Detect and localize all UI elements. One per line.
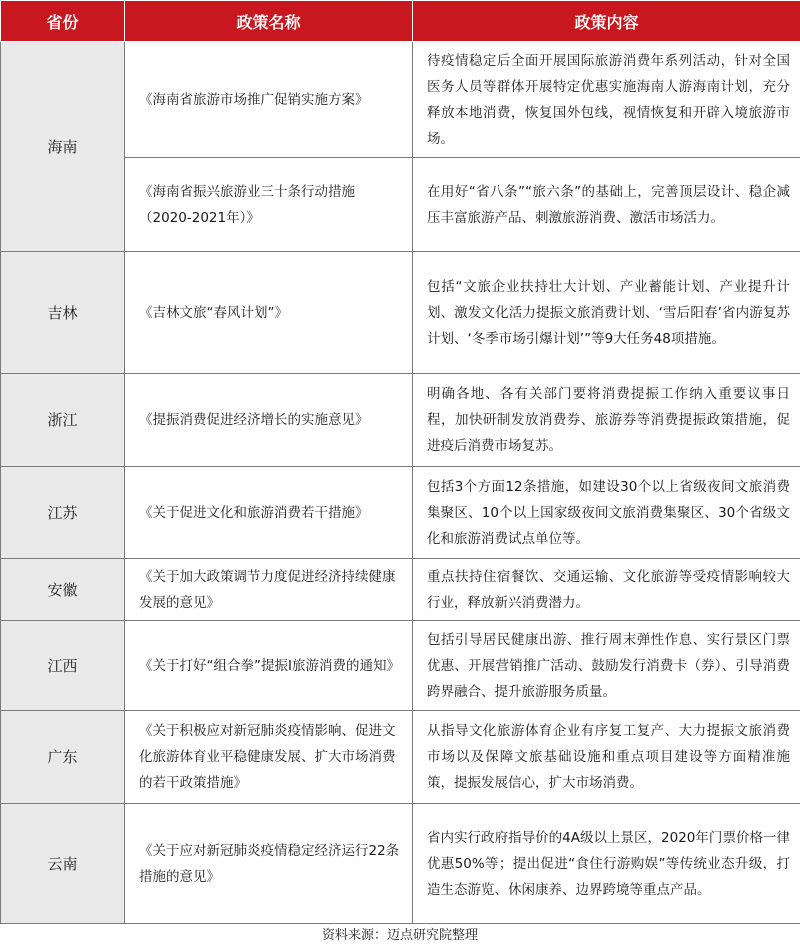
province-cell: 江苏 [1, 467, 125, 559]
table-row [1, 467, 800, 559]
province-cell: 海南 [1, 42, 125, 252]
policy-content-cell: 包括“文旅企业扶持壮大计划、产业蓄能计划、产业提升计划、激发文化活力提振文旅消费计划、‘雪后阳春’省内游复苏计划、‘冬季市场引爆计划’”等9大任务48项措施。 [413, 252, 800, 374]
table-row [1, 711, 800, 804]
policy-name-cell: 《关于促进文化和旅游消费若干措施》 [125, 467, 413, 559]
province-cell: 安徽 [1, 559, 125, 621]
policy-name-cell: 《关于加大政策调节力度促进经济持续健康发展的意见》 [125, 559, 413, 621]
policy-name-cell: 《海南省旅游市场推广促销实施方案》 [125, 42, 413, 158]
policy-name-cell: 《关于应对新冠肺炎疫情稳定经济运行22条措施的意见》 [125, 804, 413, 924]
policy-name-cell: 《吉林文旅“春风计划”》 [125, 252, 413, 374]
table-row [1, 559, 800, 621]
policy-content-cell: 省内实行政府指导价的4A级以上景区，2020年门票价格一律优惠50%等；提出促进“食住行游购娱”等传统业态升级，打造生态游览、休闲康养、边界跨境等重点产品。 [413, 804, 800, 924]
table-row [1, 621, 800, 711]
table-row [1, 42, 800, 158]
table-row [1, 374, 800, 467]
province-cell: 江西 [1, 621, 125, 711]
policy-content-cell: 包括引导居民健康出游、推行周末弹性作息、实行景区门票优惠、开展营销推广活动、鼓励发行消费卡（券）、引导消费跨界融合、提升旅游服务质量。 [413, 621, 800, 711]
source-note: 资料来源：迈点研究院整理 [321, 928, 478, 943]
table-row [1, 252, 800, 374]
policy-content-cell: 待疫情稳定后全面开展国际旅游消费年系列活动，针对全国医务人员等群体开展特定优惠实施海南人游海南计划，充分释放本地消费，恢复国外包线，视情恢复和开辟入境旅游市场。 [413, 42, 800, 158]
policy-content-cell: 在用好“省八条”“旅六条”的基础上，完善顶层设计、稳企减压丰富旅游产品、刺激旅游消费、激活市场活力。 [413, 158, 800, 252]
policy-content-cell: 明确各地、各有关部门要将消费提振工作纳入重要议事日程，加快研制发放消费券、旅游券等消费提振政策措施，促进疫后消费市场复苏。 [413, 374, 800, 467]
table-row [1, 804, 800, 924]
header-policy-content: 政策内容 [413, 1, 800, 42]
policy-name-cell: 《关于积极应对新冠肺炎疫情影响、促进文化旅游体育业平稳健康发展、扩大市场消费的若干政策措施》 [125, 711, 413, 804]
header-policy-name: 政策名称 [125, 1, 413, 42]
header-province: 省份 [1, 1, 125, 42]
province-cell: 广东 [1, 711, 125, 804]
policy-content-cell: 包括3个方面12条措施，如建设30个以上省级夜间文旅消费集聚区、10个以上国家级夜间文旅消费集聚区、30个省级文化和旅游消费试点单位等。 [413, 467, 800, 559]
policy-name-cell: 《海南省振兴旅游业三十条行动措施（2020-2021年）》 [125, 158, 413, 252]
province-cell: 云南 [1, 804, 125, 924]
policy-name-cell: 《提振消费促进经济增长的实施意见》 [125, 374, 413, 467]
policy-content-cell: 重点扶持住宿餐饮、交通运输、文化旅游等受疫情影响较大行业，释放新兴消费潜力。 [413, 559, 800, 621]
policy-content-cell: 从指导文化旅游体育企业有序复工复产、大力提振文旅消费市场以及保障文旅基础设施和重点项目建设等方面精准施策，提振发展信心，扩大市场消费。 [413, 711, 800, 804]
province-cell: 吉林 [1, 252, 125, 374]
table-header-row [1, 1, 800, 42]
policy-name-cell: 《关于打好“组合拳”提振Ⅰ旅游消费的通知》 [125, 621, 413, 711]
province-cell: 浙江 [1, 374, 125, 467]
